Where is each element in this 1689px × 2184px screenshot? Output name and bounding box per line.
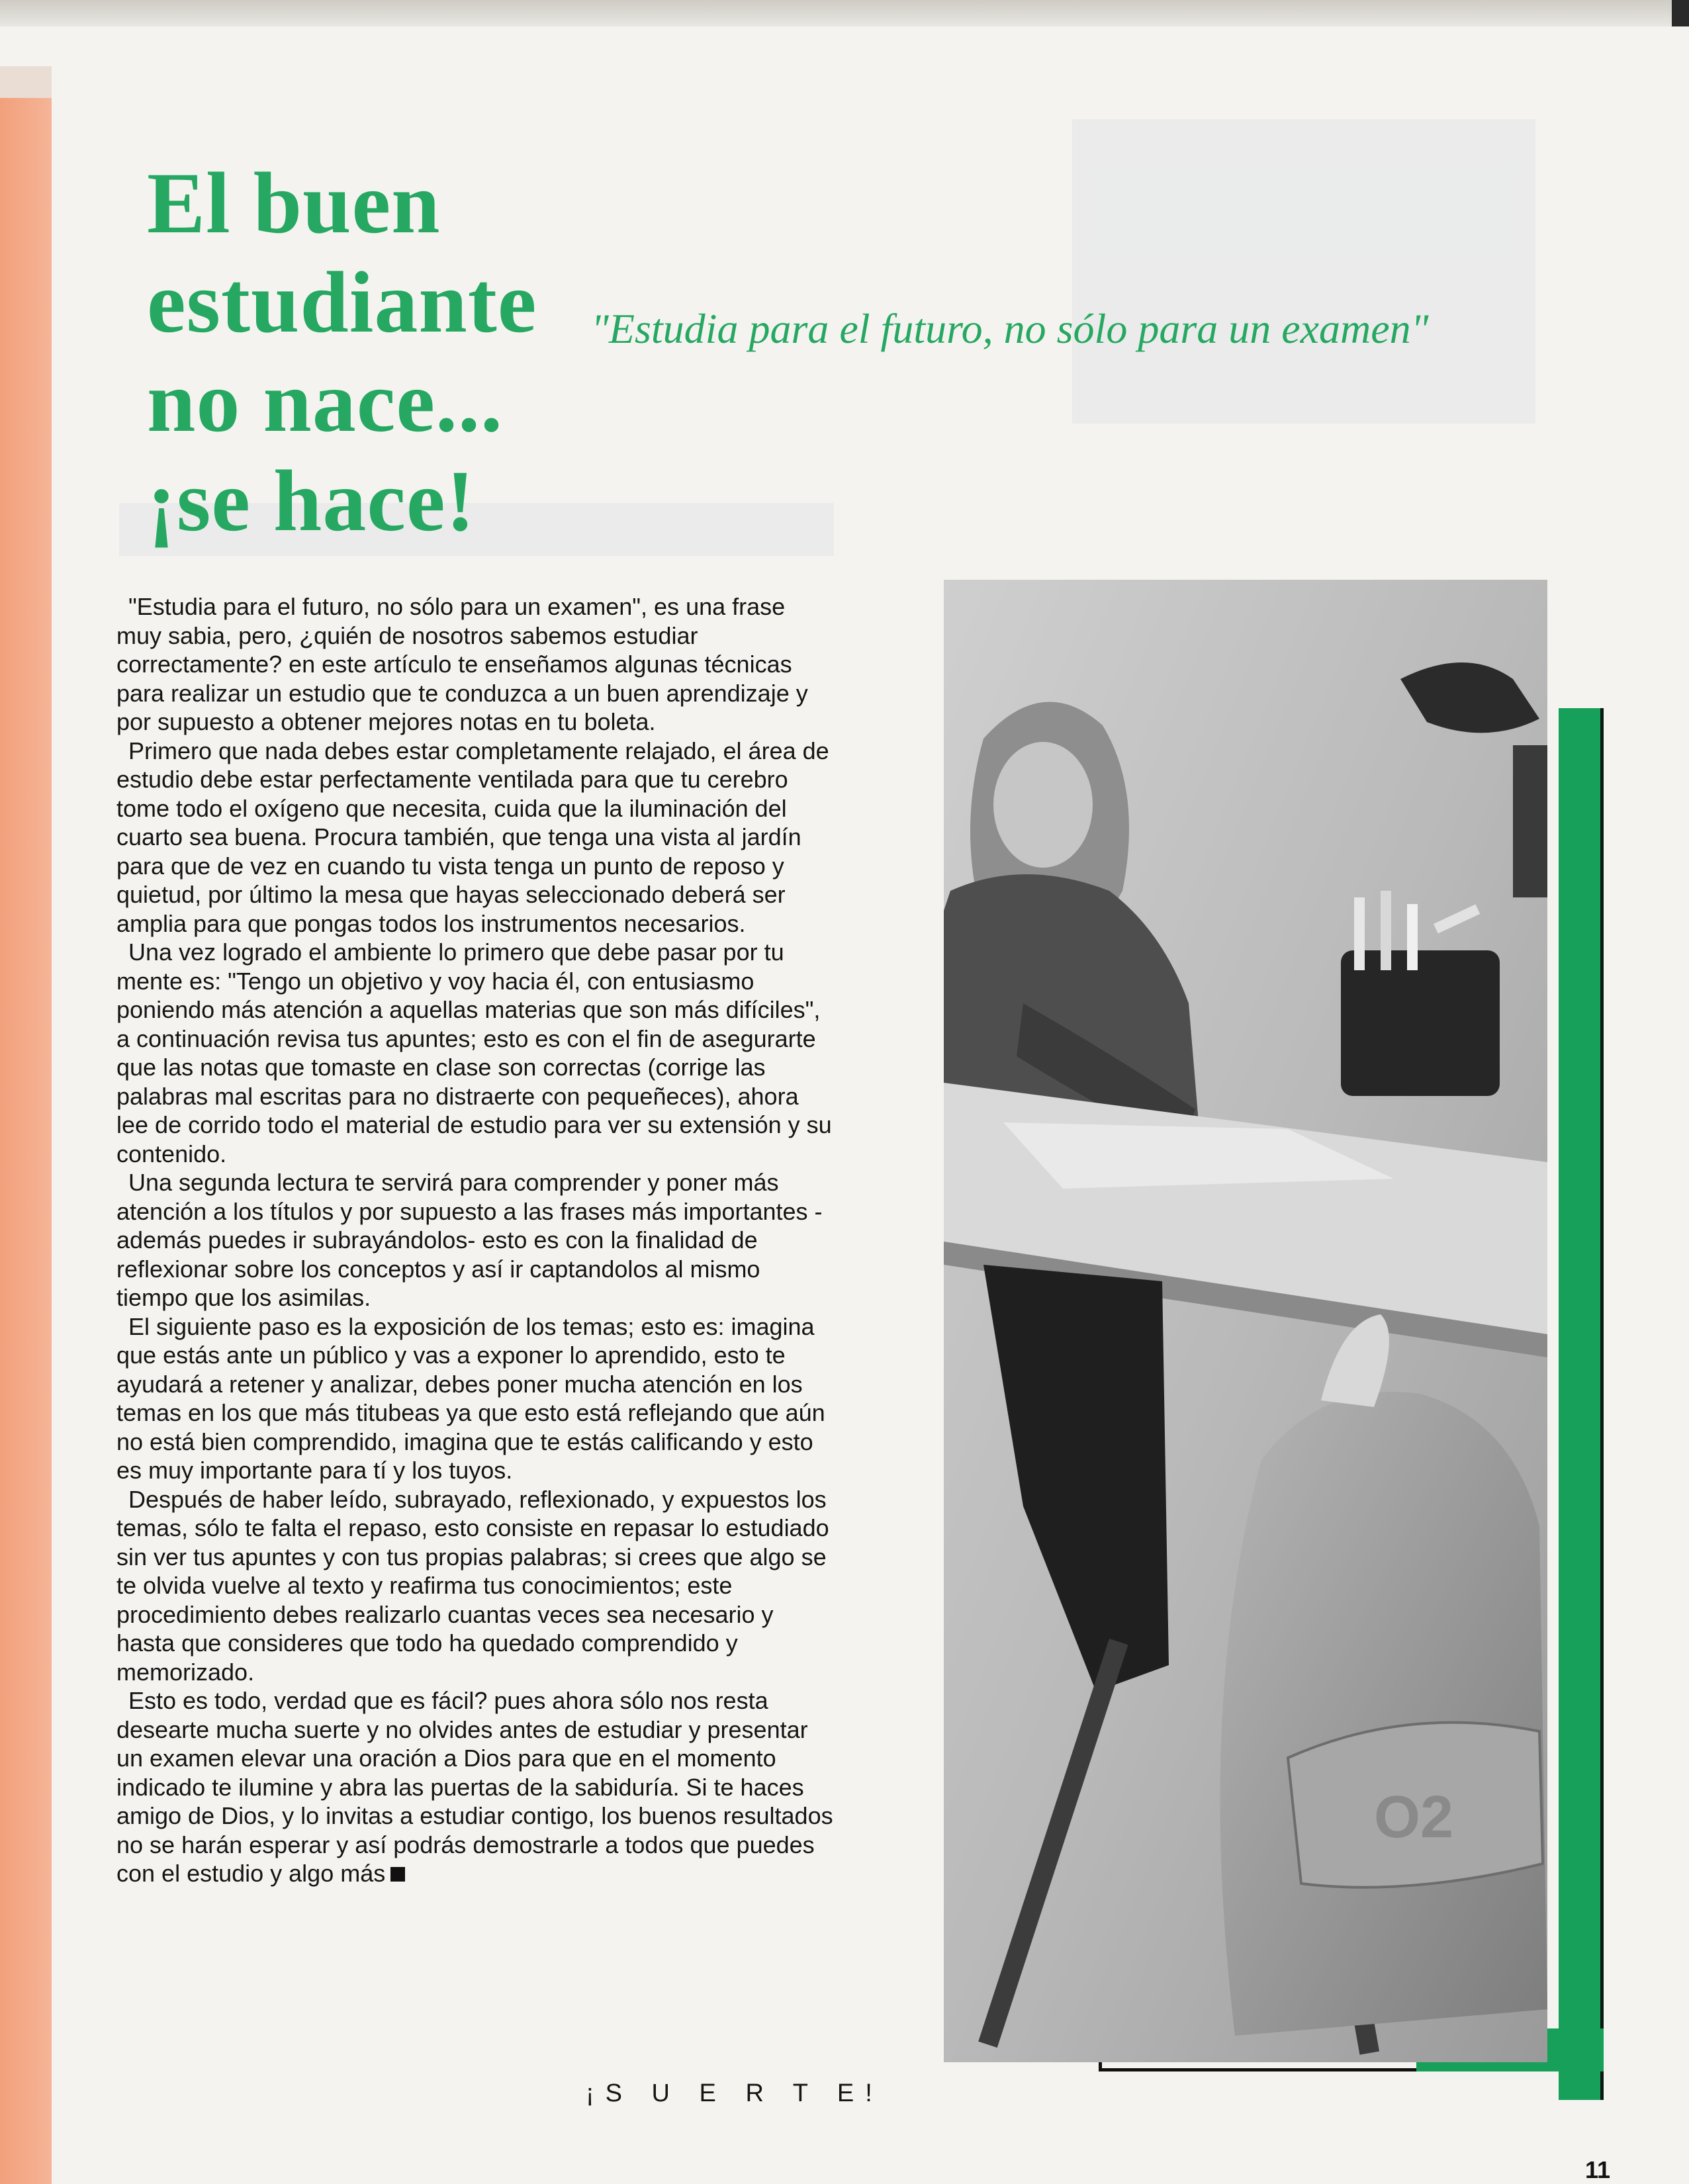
title-line: El buen [147,154,441,251]
body-paragraph: Primero que nada debes estar completamente relajado, el área de estudio debe estar perfectamente ventilada para que tu cerebro tome todo el oxígeno que necesita, cuida que la iluminación del cuarto sea buena. Procura también, que tenga una vista al jardín para que de vez en cuando tu vista tenga un punto de reposo y quietud, por último la mesa que hayas seleccionado deberá ser amplia para que pongas todos los instrumentos necesarios. [116,737,829,937]
photo-illustration [944,580,1547,2062]
closing-text: ¡S U E R T E! [586,2079,884,2107]
girl-studying-photo [944,580,1547,2062]
backpack-print: O2 [1374,1784,1454,1850]
end-of-article-square-icon [390,1867,405,1882]
page-number: 11 [1585,2156,1611,2183]
body-paragraph: El siguiente paso es la exposición de los temas; esto es: imagina que estás ante un público y vas a exponer lo aprendido, esto te ayudará a retener y analizar, debes poner mucha atención en los temas en los que más titubeas ya que esto está reflejando que aún no está bien comprendido, imagina que te estás calificando y esto es muy importante para tí y los tuyos. [116,1312,825,1484]
green-accent-bar [1559,708,1604,2100]
body-paragraph: Después de haber leído, subrayado, reflexionado, y expuestos los temas, sólo te falta el repaso, esto consiste en repasar lo estudiado sin ver tus apuntes y con tus propias palabras; si crees que algo se te olvida vuelve al texto y reafirma tus conocimientos; este procedimiento debes realizarlo cuantas veces sea necesario y hasta que consideres que todo ha quedado comprendido y memorizado. [116,1485,829,1686]
title-line: ¡se hace! [147,452,476,549]
body-paragraph: "Estudia para el futuro, no sólo para un examen", es una frase muy sabia, pero, ¿quién de nosotros sabemos estudiar correctamente? en este artículo te enseñamos algunas técnicas para realizar un estudio que te conduzca a un buen aprendizaje y por supuesto a obtener mejores notas en tu boleta. [116,593,808,735]
last-paragraph-text: Esto es todo, verdad que es fácil? pues ahora sólo nos resta desearte mucha suerte y no olvides antes de estudiar y presentar un examen elevar una oración a Dios para que en el momento indicado te ilumine y abra las puertas de la sabiduría. Si te haces amigo de Dios, y lo invitas a estudiar contigo, los buenos resultados no se harán esperar y así podrás demostrarle a todos que puedes con el estudio y algo más [116,1687,833,1887]
page-top-edge [0,0,1689,26]
article-subtitle: "Estudia para el futuro, no sólo para un examen" [591,305,1429,352]
body-paragraph [116,1686,835,1888]
side-color-strip [0,98,52,2184]
bleed-through-shape [1072,119,1535,424]
body-paragraph: Una segunda lectura te servirá para comprender y poner más atención a los títulos y por supuesto a las frases más importantes -además puedes ir subrayándolos- esto es con la finalidad de reflexionar sobre los conceptos y así ir captandolos al mismo tiempo que los asimilas. [116,1169,823,1311]
article-title [147,154,537,551]
title-line: estudiante [147,253,537,351]
article-body [116,592,835,1888]
corner-mark [1672,0,1689,26]
body-paragraph: Una vez logrado el ambiente lo primero que debe pasar por tu mente es: "Tengo un objetivo y voy hacia él, con entusiasmo poniendo más atención a aquellas materias que son más difíciles", a continuación revisa tus apuntes; esto es con el fin de asegurarte que las notas que tomaste en clase son correctas (corrige las palabras mal escritas para no distraerte con pequeñeces), ahora lee de corrido todo el material de estudio para ver su extensión y su contenido. [116,938,832,1167]
title-line: no nace... [147,353,503,450]
